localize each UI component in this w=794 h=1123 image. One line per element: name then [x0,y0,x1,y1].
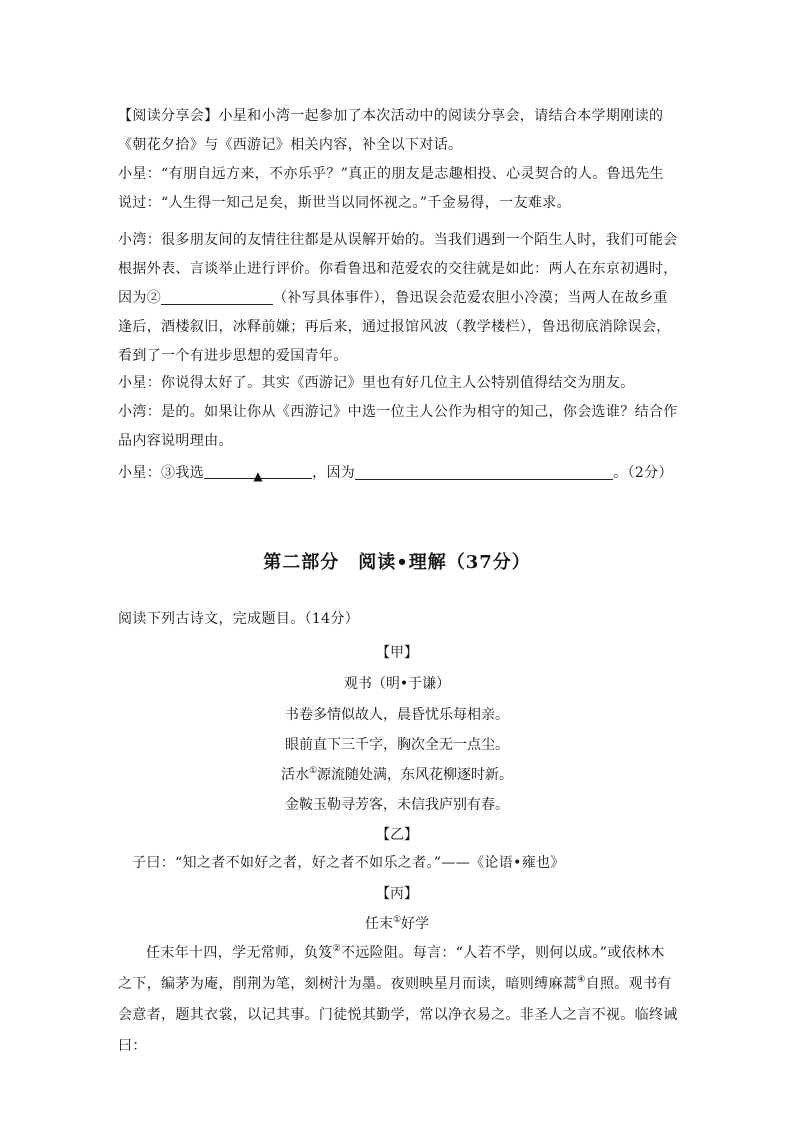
poem-line-2: 眼前直下三千字，胸次全无一点尘。 [285,737,509,753]
footnote-marker: ① [392,915,402,925]
dialogue-xiaoxing-1: 小星：“有朋自远方来，不亦乐乎？”真正的朋友是志趣相投、心灵契合的人。鲁迅先生说过：“人生得一知己足矣，斯世当以同怀视之。”千金易得，一友难求。 [118,166,664,211]
answer-blank-2[interactable] [161,288,273,305]
xiaoxing-3-end: 。（2分） [613,465,673,481]
bing-title-b: 好学 [401,916,430,932]
bing-p1b: 不远险阻。每言：“人若不学，则何以成。”或依林木之下，编茅为庵，削荆为笔，刻树汁为墨。夜则映星月而读，暗则缚麻蒿 [118,945,665,992]
xiaowan-1-text: 小湾：很多朋友间的友情往往都是从误解开始的。当我们遇到一个陌生人时，我们可能会根据外表、言谈举止进行评价。你看鲁迅和范爱农的交往就是如此：两人在东京初遇时，因为 [118,232,678,306]
footnote-marker: ① [308,766,318,776]
intro-tag: 【阅读分享会】 [118,108,219,124]
section-jia-label: 【甲】 [376,645,418,661]
poem-line-3 [0,764,794,784]
analects-quote: 子曰：“知之者不如好之者，好之者不如乐之者。”——《论语•雍也》 [132,855,565,871]
poem-line-3a: 活水 [280,767,309,783]
xiaoxing-3-mid: ，因为 [312,465,356,481]
dialogue-xiaowan-2: 小湾：是的。如果让你从《西游记》中选一位主人公作为相守的知己，你会选谁？结合作品内容说明理由。 [118,404,678,449]
part2-instruction: 阅读下列古诗文，完成题目。（14分） [118,611,360,627]
bing-p1a: 任末年十四，学无常师，负笈 [146,945,333,961]
footnote-marker: ④ [577,975,586,985]
blank2-mark: ② [146,290,162,306]
section-bing-label: 【丙】 [376,886,418,902]
intro-text: 小星和小湾一起参加了本次活动中的阅读分享会，请结合本学期刚读的《朝花夕拾》与《西游记》相关内容，补全以下对话。 [118,108,664,153]
poem-line-1: 书卷多情似故人，晨昏忧乐每相亲。 [285,707,509,723]
footnote-marker: ② [332,944,341,954]
blank2-after: （补写具体事件），鲁迅误会范爱农胆小冷漠；当两人在故乡重逢后，酒楼叙旧，冰释前嫌；再后来，通过报馆风波（教学楼栏），鲁迅彻底消除误会，看到了一个有进步思想的爱国青年。 [118,290,671,364]
bing-title-a: 任末 [364,916,393,932]
dialogue-xiaoxing-2: 小星：你说得太好了。其实《西游记》里也有好几位主人公特别值得结交为朋友。 [118,375,635,391]
poem-title: 观书（明•于谦） [343,676,451,692]
reading-share-intro [118,102,678,160]
bing-title [0,913,794,933]
poem-line-3b: 源流随处满，东风花柳逐时新。 [317,767,514,783]
dialogue-xiaowan-1 [118,226,678,371]
bing-passage [118,938,678,1062]
bing-p1c: 自照。观书有会意者，题其衣裳，以记其事。门徒悦其勤学，常以净衣易之。非圣人之言不视。临终诫曰： [118,976,678,1054]
dialogue-xiaoxing-3 [118,459,678,488]
part2-heading: 第二部分 阅读•理解（37分） [263,552,531,573]
answer-blank-3b[interactable] [355,463,613,480]
poem-line-4: 金鞍玉勒寻芳客，未信我庐别有春。 [285,797,509,813]
xiaoxing-3-prefix: 小星：③我选 [118,465,205,481]
section-yi-label: 【乙】 [376,827,418,843]
answer-blank-3a[interactable] [204,462,312,483]
triangle-icon: ▲ [253,469,263,483]
